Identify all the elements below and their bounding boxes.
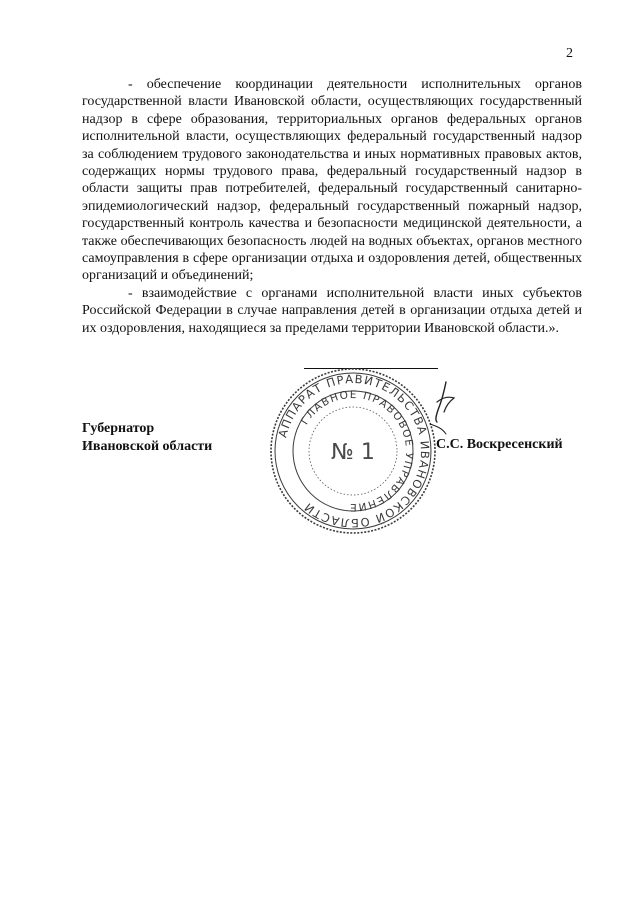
signatory-title-line1: Губернатор: [82, 421, 155, 436]
handwritten-signature: [416, 376, 466, 436]
signatory-name: С.С. Воскресенский: [436, 437, 563, 452]
paragraph-coordination: - обеспечение координации деятельности исполнительных органов государственной власти Ивановской области, осуществляющих государственный надзор в сфере образования, территориальных органов федеральных органов исполнительной власти, осуществляющих федеральный государственный надзор за соблюдением трудового законодательства и иных нормативных правовых актов, содержащих нормы трудового права, федеральный государственный надзор в области защиты прав потребителей, федеральный государственный санитарно-эпидемиологический надзор, федеральный государственный пожарный надзор, государственный контроль качества и безопасности медицинской деятельности, а также обеспечивающих безопасность людей на водных объектах, органов местного самоуправления в сфере организации отдыха и оздоровления детей, общественных организаций и объединений;: [82, 77, 582, 284]
signatory-title-line2: Ивановской области: [82, 438, 213, 454]
document-body: [82, 76, 582, 337]
page-number: 2: [566, 46, 573, 61]
signatory-title: [82, 420, 212, 455]
seal-outer-text: АППАРАТ ПРАВИТЕЛЬСТВА ИВАНОВСКОЙ ОБЛАСТИ: [275, 371, 433, 531]
seal-center-text: № 1: [331, 440, 375, 465]
seal-inner-text: ГЛАВНОЕ ПРАВОВОЕ УПРАВЛЕНИЕ: [298, 388, 416, 514]
paragraph-interaction: - взаимодействие с органами исполнительной власти иных субъектов Российской Федерации в случае направления детей в организации отдыха детей и их оздоровления, находящиеся за пределами территории Ивановской области.».: [82, 285, 582, 336]
official-seal: [268, 366, 438, 536]
